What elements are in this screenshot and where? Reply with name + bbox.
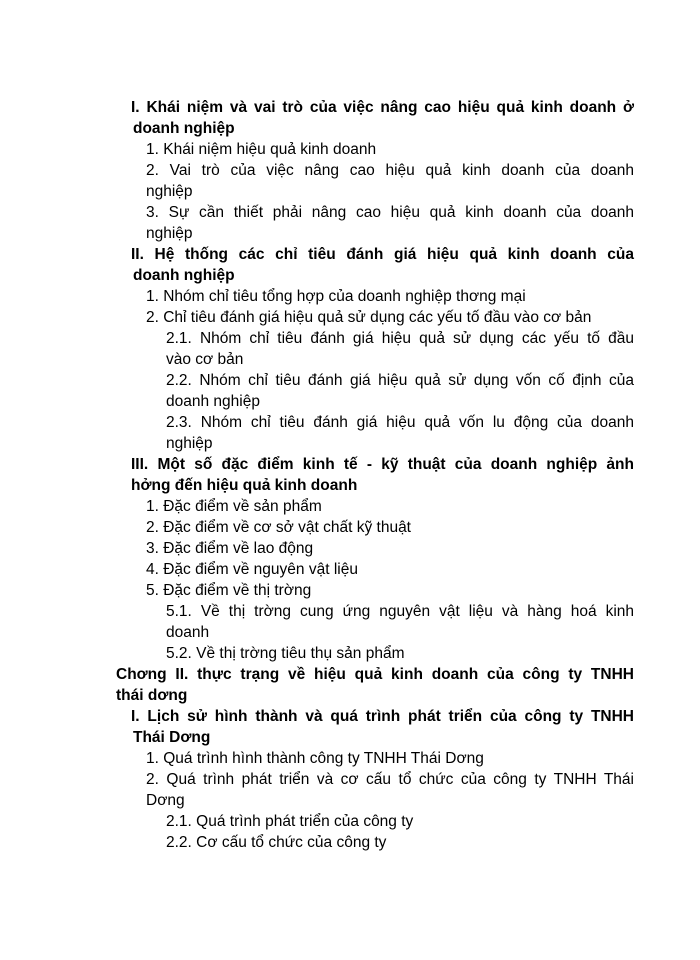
chapter-2-section-1-item-2-1: 2.1. Quá trình phát triển của công ty xyxy=(166,813,414,830)
section-2-item-2-2-cont: doanh nghiệp xyxy=(166,393,260,410)
section-1-item-2-cont: nghiệp xyxy=(146,183,193,200)
section-1-item-3-cont: nghiệp xyxy=(146,225,193,242)
section-1-title: I. Khái niệm và vai trò của việc nâng cao hiệu quả kinh doanh ở xyxy=(131,99,634,116)
section-2-item-2-3: 2.3. Nhóm chỉ tiêu đánh giá hiệu quả vốn lu động của doanh xyxy=(166,414,634,431)
chapter-2-section-1-title-cont: Thái Dơng xyxy=(133,729,211,746)
section-3-item-2: 2. Đặc điểm về cơ sở vật chất kỹ thuật xyxy=(146,519,411,536)
section-1-title-cont: doanh nghiệp xyxy=(133,120,235,137)
section-3-item-5-2: 5.2. Về thị trờng tiêu thụ sản phẩm xyxy=(166,645,405,662)
section-1-item-3: 3. Sự cần thiết phải nâng cao hiệu quả kinh doanh của doanh xyxy=(146,204,634,221)
section-1-item-2: 2. Vai trò của việc nâng cao hiệu quả kinh doanh của doanh xyxy=(146,162,634,179)
section-3-item-1: 1. Đặc điểm về sản phẩm xyxy=(146,498,322,515)
section-3-item-4: 4. Đặc điểm về nguyên vật liệu xyxy=(146,561,358,578)
chapter-2-title-cont: thái dơng xyxy=(116,687,188,704)
section-3-item-5-1: 5.1. Về thị trờng cung ứng nguyên vật liệu và hàng hoá kinh xyxy=(166,603,634,620)
section-2-title: II. Hệ thống các chỉ tiêu đánh giá hiệu quả kinh doanh của xyxy=(131,246,634,263)
section-3-title-cont: hởng đến hiệu quả kinh doanh xyxy=(131,477,358,494)
chapter-2-section-1-item-2-cont: Dơng xyxy=(146,792,185,809)
section-2-item-2-3-cont: nghiệp xyxy=(166,435,213,452)
section-2-item-2-1-cont: vào cơ bản xyxy=(166,351,244,368)
section-1-item-1: 1. Khái niệm hiệu quả kinh doanh xyxy=(146,141,377,158)
chapter-2-title: Chơng II. thực trạng về hiệu quả kinh doanh của công ty TNHH xyxy=(116,666,634,683)
chapter-2-section-1-item-2: 2. Quá trình phát triển và cơ cấu tổ chức của công ty TNHH Thái xyxy=(146,771,634,788)
section-3-title: III. Một số đặc điểm kinh tế - kỹ thuật của doanh nghiệp ảnh xyxy=(131,456,634,473)
section-2-item-2-2: 2.2. Nhóm chỉ tiêu đánh giá hiệu quả sử dụng vốn cố định của xyxy=(166,372,634,389)
section-2-item-1: 1. Nhóm chỉ tiêu tổng hợp của doanh nghiệp thơng mại xyxy=(146,288,526,305)
chapter-2-section-1-title: I. Lịch sử hình thành và quá trình phát triển của công ty TNHH xyxy=(131,708,634,725)
chapter-2-section-1-item-2-2: 2.2. Cơ cấu tổ chức của công ty xyxy=(166,834,387,851)
chapter-2-section-1-item-1: 1. Quá trình hình thành công ty TNHH Thái Dơng xyxy=(146,750,484,767)
section-2-item-2-1: 2.1. Nhóm chỉ tiêu đánh giá hiệu quả sử dụng các yếu tố đầu xyxy=(166,330,634,347)
section-3-item-5: 5. Đặc điểm về thị trờng xyxy=(146,582,312,599)
section-3-item-5-1-cont: doanh xyxy=(166,624,210,641)
section-2-title-cont: doanh nghiệp xyxy=(133,267,235,284)
section-3-item-3: 3. Đặc điểm về lao động xyxy=(146,540,314,557)
section-2-item-2: 2. Chỉ tiêu đánh giá hiệu quả sử dụng các yếu tố đầu vào cơ bản xyxy=(146,309,592,326)
